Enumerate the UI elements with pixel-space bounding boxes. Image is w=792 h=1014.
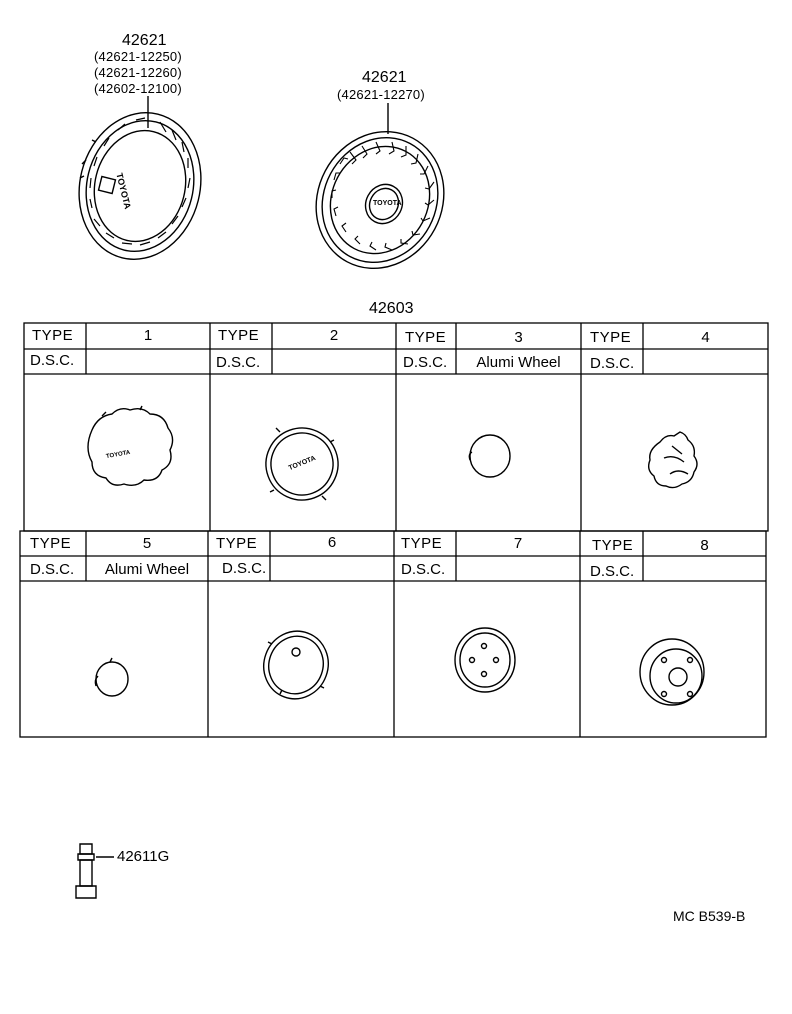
type-3-dsc: Alumi Wheel [476,354,561,371]
center-cap-table-grid [20,323,768,737]
type-header-label: TYPE [218,327,260,344]
dsc-label: D.S.C. [403,354,448,371]
center-cap-part-number: 42603 [369,300,414,317]
type-header-label: TYPE [32,327,74,344]
wheel-cover-left-emblem: TOYOTA [114,172,133,211]
cap-type-7-illustration [455,628,515,692]
cap-type-4-illustration [649,432,697,488]
cap-type-2-emblem: TOYOTA [287,454,317,473]
dsc-label: D.S.C. [30,352,75,369]
wheel-cover-left-variant: (42602-12100) [94,81,182,96]
type-header-label: TYPE [405,329,447,346]
type-6-number: 6 [327,534,337,551]
valve-part-number: 42611G [117,848,170,865]
wheel-cover-right-part-number: 42621 [362,69,407,86]
type-header-label: TYPE [216,535,258,552]
type-2-number: 2 [329,327,339,344]
cap-type-6-illustration [254,622,337,708]
cap-type-3-illustration [469,435,510,477]
cap-type-1-illustration [88,406,173,485]
dsc-label: D.S.C. [590,563,635,580]
dsc-label: D.S.C. [216,354,261,371]
cap-type-1-emblem: TOYOTA [105,449,131,461]
dsc-label: D.S.C. [401,561,446,578]
type-3-number: 3 [514,329,523,346]
dsc-label: D.S.C. [30,561,75,578]
type-1-number: 1 [143,327,153,344]
wheel-cover-left-illustration [64,96,216,272]
wheel-cover-left-variant: (42621-12250) [94,49,182,64]
wheel-cover-right-variant: (42621-12270) [337,87,425,102]
type-5-number: 5 [142,535,152,552]
type-5-dsc: Alumi Wheel [104,561,190,578]
wheel-cover-right-emblem: TOYOTA [373,200,402,207]
wheel-cover-left-variant: (42621-12260) [94,65,182,80]
diagram-code: MC B539-B [673,908,746,924]
valve-stem-illustration [76,844,114,898]
cap-type-8-illustration [640,639,704,705]
type-header-label: TYPE [590,329,632,346]
dsc-label: D.S.C. [590,355,635,372]
dsc-label: D.S.C. [222,560,267,577]
type-7-number: 7 [513,535,523,552]
type-8-number: 8 [700,537,709,554]
cap-type-5-illustration [95,658,128,696]
type-header-label: TYPE [30,535,72,552]
type-4-number: 4 [701,329,710,346]
wheel-cover-left-part-number: 42621 [122,32,167,49]
type-header-label: TYPE [592,537,634,554]
wheel-cover-right-illustration [292,103,467,291]
type-header-label: TYPE [401,535,443,552]
